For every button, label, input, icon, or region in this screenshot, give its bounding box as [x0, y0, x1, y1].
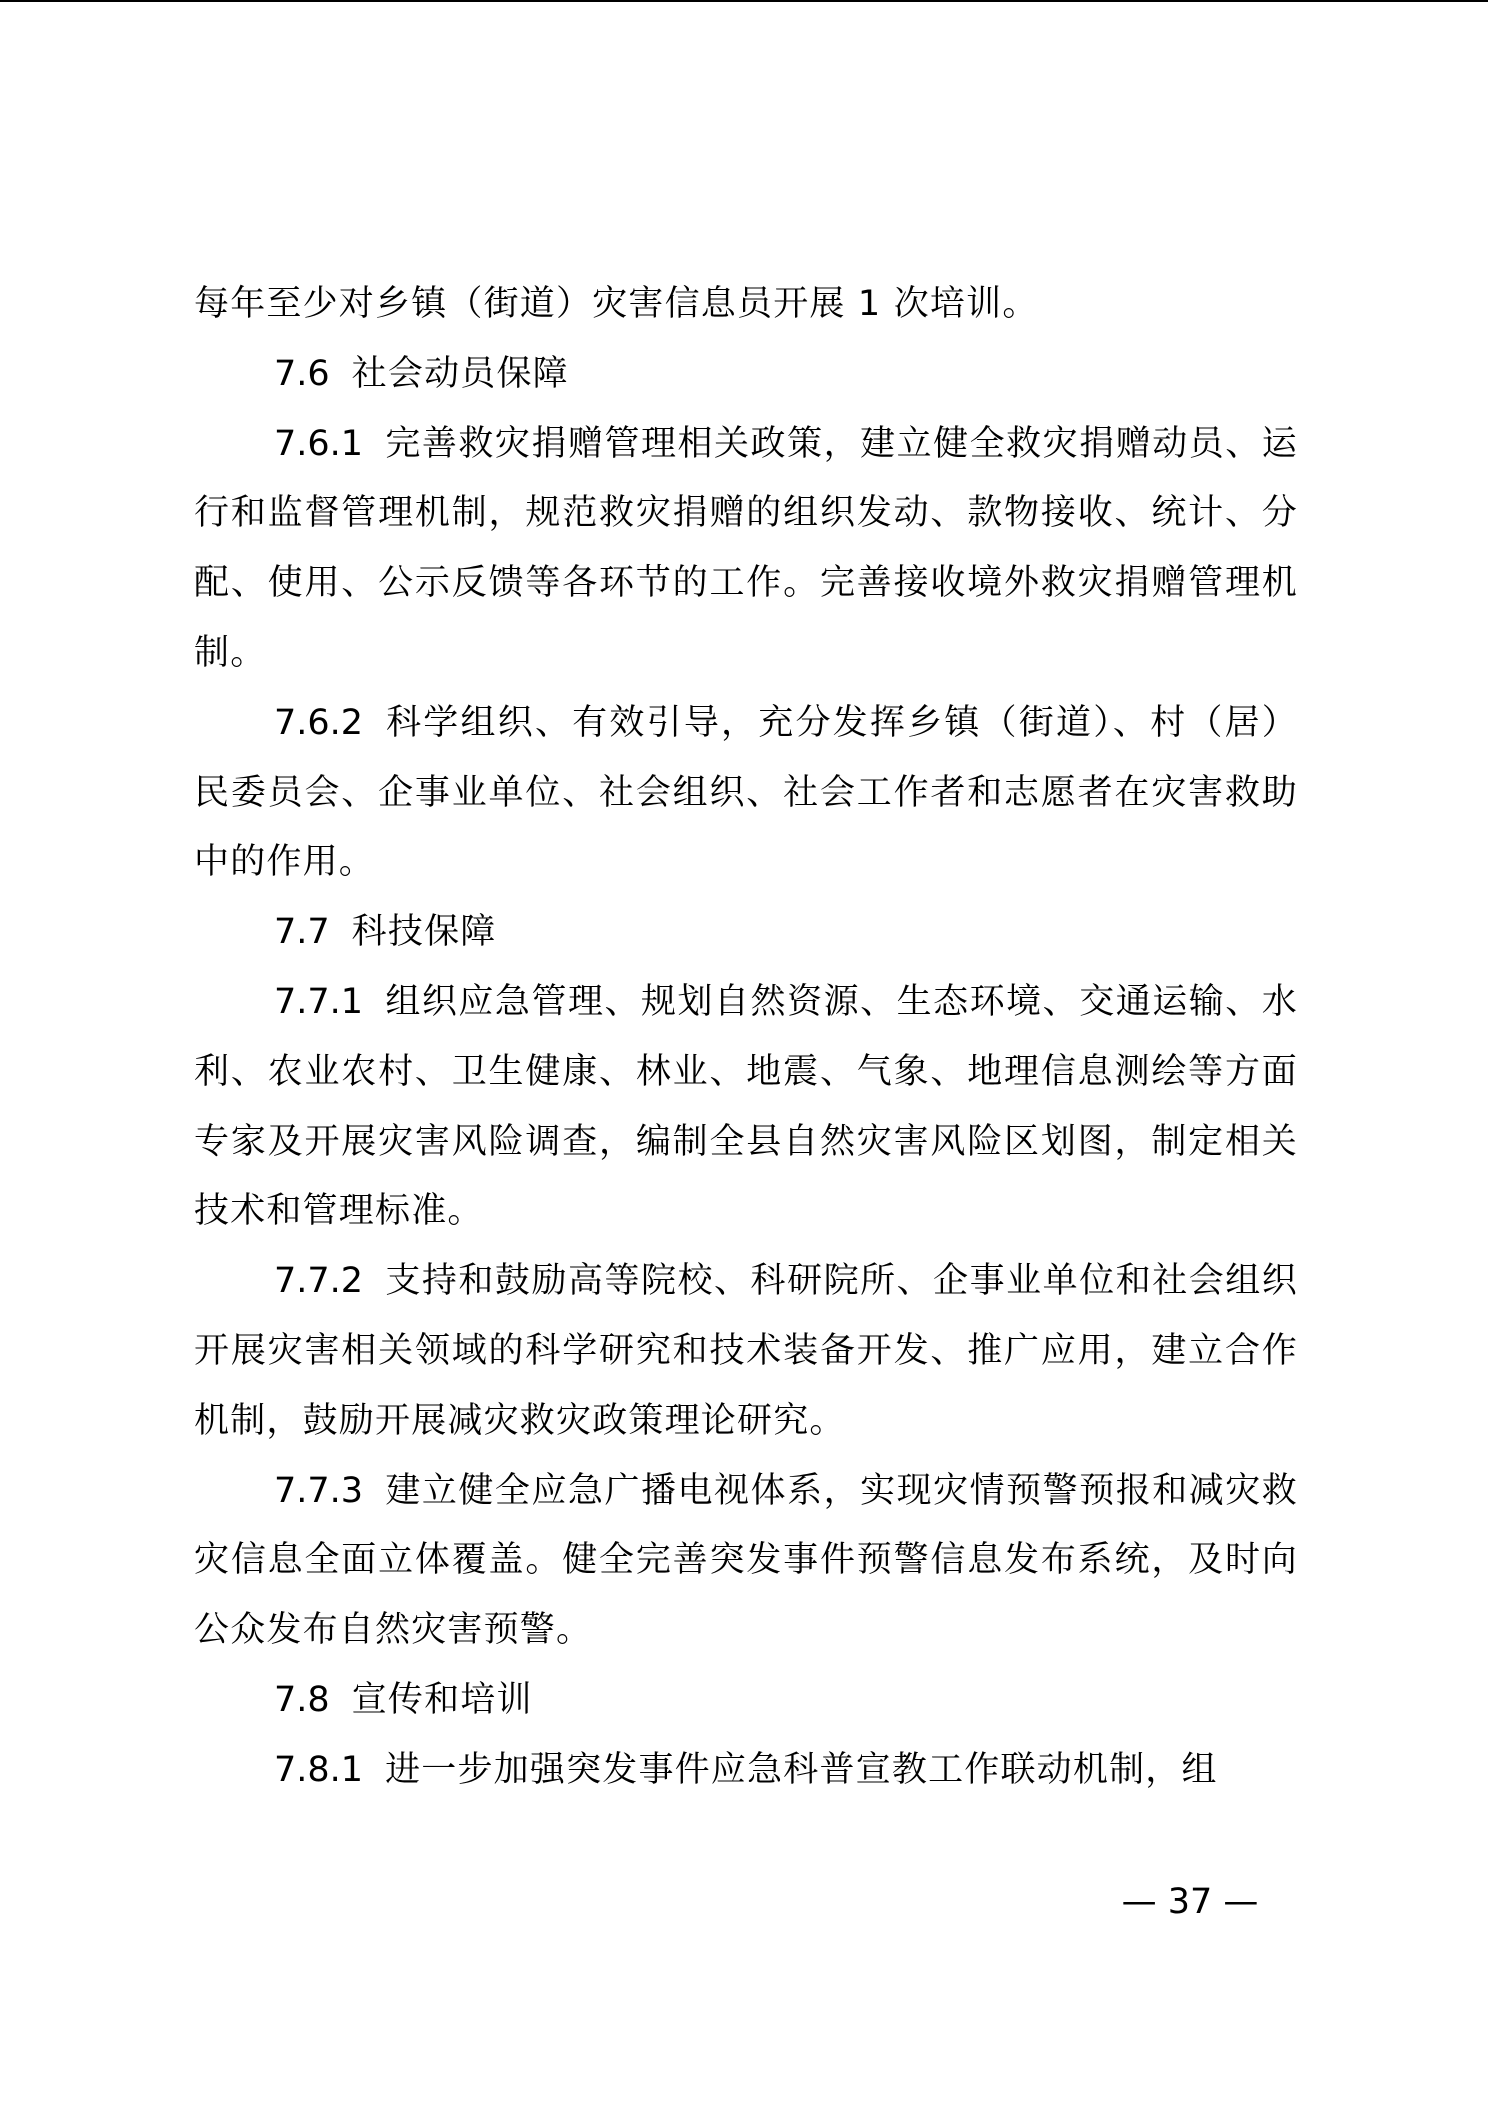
clause-text: 进一步加强突发事件应急科普宣教工作联动机制，组 — [385, 1749, 1218, 1790]
paragraph-continuation: 每年至少对乡镇（街道）灾害信息员开展 1 次培训。 — [194, 284, 1039, 324]
page-number: — 37 — — [1121, 1882, 1259, 1922]
clause-text: 建立健全应急广播电视体系，实现灾情预警预报和减灾救灾信息全面立体覆盖。健全完善突发事件预警信息发布系统，及时向公众发布自然灾害预警。 — [194, 1470, 1298, 1651]
document-body — [194, 270, 1298, 1806]
paragraph-7-6-1 — [194, 410, 1298, 689]
paragraph-7-7-1 — [194, 968, 1298, 1247]
clause-text: 完善救灾捐赠管理相关政策，建立健全救灾捐赠动员、运行和监督管理机制，规范救灾捐赠的组织发动、款物接收、统计、分配、使用、公示反馈等各环节的工作。完善接收境外救灾捐赠管理机制。 — [194, 423, 1298, 673]
section-number: 7.6 — [274, 353, 330, 394]
section-title: 社会动员保障 — [351, 353, 569, 394]
paragraph-7-6-2 — [194, 689, 1298, 898]
section-number: 7.8 — [274, 1679, 330, 1720]
clause-number: 7.6.1 — [274, 423, 364, 464]
clause-text: 组织应急管理、规划自然资源、生态环境、交通运输、水利、农业农村、卫生健康、林业、地震、气象、地理信息测绘等方面专家及开展灾害风险调查，编制全县自然灾害风险区划图，制定相关技术和管理标准。 — [194, 981, 1298, 1232]
clause-number: 7.7.3 — [274, 1470, 364, 1511]
clause-number: 7.7.1 — [274, 981, 364, 1022]
section-heading-7-8 — [194, 1666, 1298, 1736]
paragraph-7-8-1 — [194, 1736, 1298, 1806]
section-number: 7.7 — [274, 912, 330, 953]
section-heading-7-7 — [194, 898, 1298, 968]
section-title: 科技保障 — [351, 912, 497, 953]
section-title: 宣传和培训 — [351, 1679, 533, 1720]
paragraph-7-7-2 — [194, 1247, 1298, 1456]
section-heading-7-6 — [194, 340, 1298, 410]
clause-number: 7.6.2 — [274, 702, 364, 743]
clause-number: 7.8.1 — [274, 1749, 364, 1790]
top-border-line — [0, 0, 1488, 2]
paragraph-7-7-3 — [194, 1457, 1298, 1666]
clause-text: 支持和鼓励高等院校、科研院所、企事业单位和社会组织开展灾害相关领域的科学研究和技术装备开发、推广应用，建立合作机制，鼓励开展减灾救灾政策理论研究。 — [194, 1261, 1298, 1441]
clause-number: 7.7.2 — [274, 1261, 364, 1302]
clause-text: 科学组织、有效引导，充分发挥乡镇（街道）、村（居）民委员会、企事业单位、社会组织、社会工作者和志愿者在灾害救助中的作用。 — [194, 702, 1298, 883]
